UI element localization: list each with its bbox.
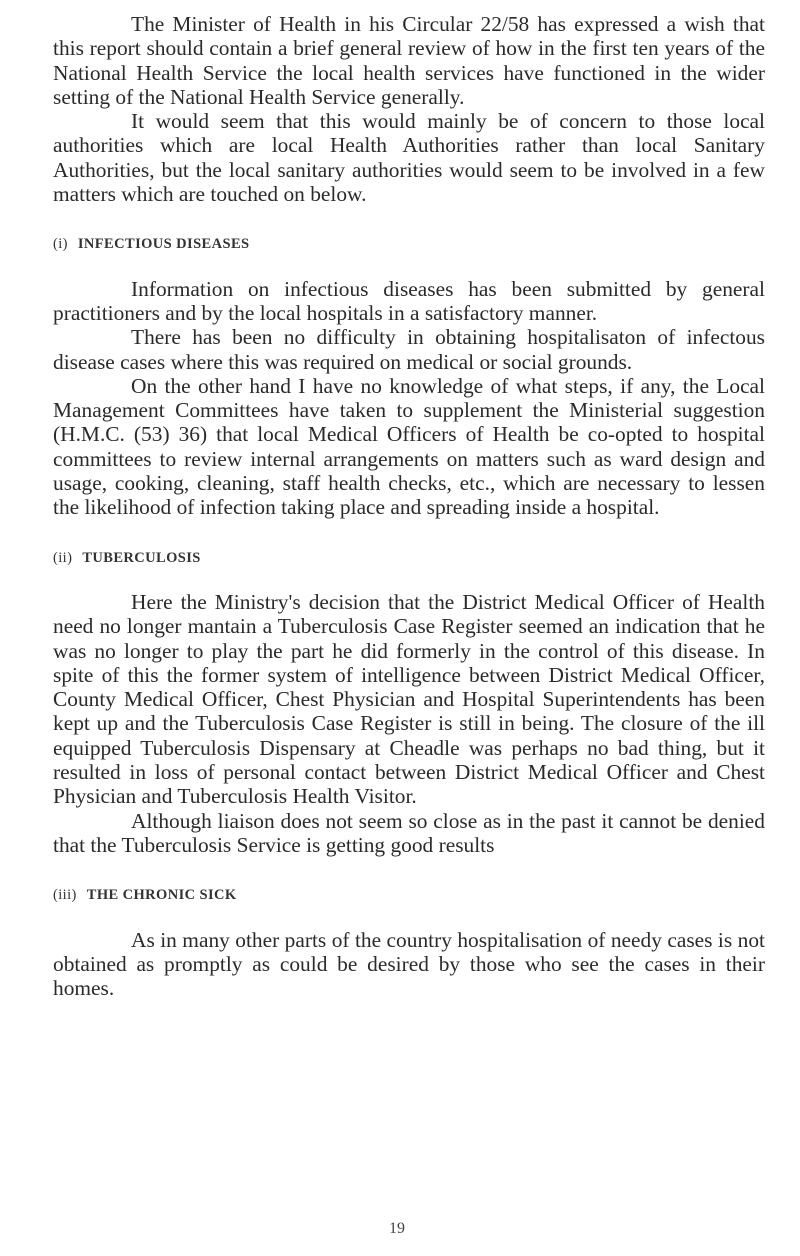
section-number: (iii) — [53, 887, 77, 904]
intro-paragraph-2: It would seem that this would mainly be of concern to those local authorities which are local Health Authorities rather than local Sanitary Authorities, but the local sanitary authorities would seem to be involved in a few matters which are touched on below. — [53, 109, 765, 207]
section-title: TUBERCULOSIS — [82, 549, 201, 566]
page-number: 19 — [389, 1220, 405, 1237]
section-heading — [53, 546, 765, 570]
section-paragraph: Although liaison does not seem so close as in the past it cannot be denied that the Tuberculosis Service is getting good results — [53, 808, 765, 857]
section-infectious-diseases — [53, 232, 765, 519]
intro-paragraph-1: The Minister of Health in his Circular 22/58 has expressed a wish that this report should contain a brief general review of how in the first ten years of the National Health Service the local health services have functioned in the wider setting of the National Health Service generally. — [53, 12, 765, 109]
section-paragraph: As in many other parts of the country hospitalisation of needy cases is not obtained as promptly as could be desired by those who see the cases in their homes. — [53, 927, 765, 1001]
section-number: (ii) — [53, 549, 73, 566]
section-tuberculosis — [53, 546, 765, 858]
section-title: INFECTIOUS DISEASES — [77, 236, 250, 253]
section-heading — [53, 883, 765, 907]
section-heading — [53, 232, 765, 256]
document-page — [53, 12, 765, 1000]
section-paragraph: On the other hand I have no knowledge of what steps, if any, the Local Management Committees have taken to supplement the Ministerial suggestion (H.M.C. (53) 36) that local Medical Officers of Health be co-opted to hospital committees to review internal arrangements on matters such as ward design and usage, cooking, cleaning, staff health checks, etc., which are necessary to lessen the likelihood of infection taking place and spreading inside a hospital. — [53, 373, 765, 520]
section-title: THE CHRONIC SICK — [86, 887, 237, 904]
section-paragraph: There has been no difficulty in obtaining hospitalisaton of infectous disease cases where this was required on medical or social grounds. — [53, 325, 765, 374]
section-paragraph: Here the Ministry's decision that the District Medical Officer of Health need no longer mantain a Tuberculosis Case Register seemed an indication that he was no longer to play the part he did formerly in the control of this disease. In spite of this the former system of intelligence between District Medical Officer, County Medical Officer, Chest Physician and Hospital Superintendents has been kept up and the Tuberculosis Case Register is still in being. The closure of the ill equipped Tuberculosis Dispensary at Cheadle was perhaps no bad thing, but it resulted in loss of personal contact between District Medical Officer and Chest Physician and Tuberculosis Health Visitor. — [53, 589, 765, 809]
section-number: (i) — [53, 236, 68, 253]
section-chronic-sick — [53, 883, 765, 1000]
section-paragraph: Information on infectious diseases has been submitted by general practitioners and by the local hospitals in a satisfactory manner. — [53, 276, 765, 325]
